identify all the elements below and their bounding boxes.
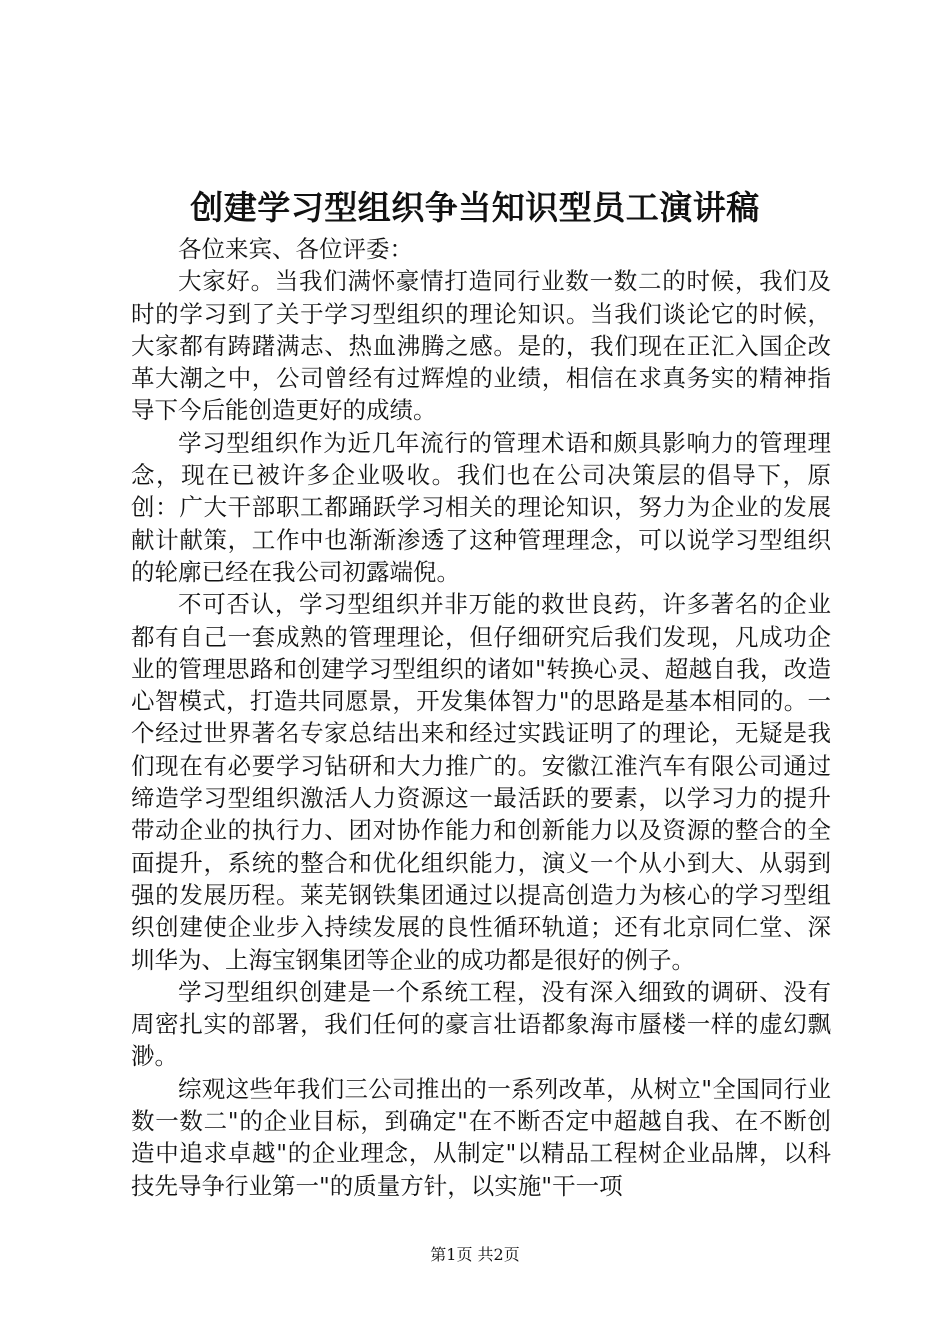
document-body [131, 233, 831, 1202]
page-number: 第1页 共2页 [430, 1245, 520, 1264]
paragraph: 学习型组织创建是一个系统工程，没有深入细致的调研、没有周密扎实的部署，我们任何的豪言壮语都象海市蜃楼一样的虚幻飘渺。 [131, 977, 831, 1071]
paragraph: 不可否认，学习型组织并非万能的救世良药，许多著名的企业都有自己一套成熟的管理理论，但仔细研究后我们发现，凡成功企业的管理思路和创建学习型组织的诸如"转换心灵、超越自我，改造心智模式，打造共同愿景，开发集体智力"的思路是基本相同的。一个经过世界著名专家总结出来和经过实践证明了的理论，无疑是我们现在有必要学习钻研和大力推广的。安徽江淮汽车有限公司通过缔造学习型组织激活人力资源这一最活跃的要素，以学习力的提升带动企业的执行力、团对协作能力和创新能力以及资源的整合的全面提升，系统的整合和优化组织能力，演义一个从小到大、从弱到强的发展历程。莱芜钢铁集团通过以提高创造力为核心的学习型组织创建使企业步入持续发展的良性循环轨道；还有北京同仁堂、深圳华为、上海宝钢集团等企业的成功都是很好的例子。 [131, 590, 831, 974]
salutation: 各位来宾、各位评委： [178, 235, 413, 263]
document-title: 创建学习型组织争当知识型员工演讲稿 [190, 188, 760, 227]
paragraph: 大家好。当我们满怀豪情打造同行业数一数二的时候，我们及时的学习到了关于学习型组织的理论知识。当我们谈论它的时候，大家都有踌躇满志、热血沸腾之感。是的，我们现在正汇入国企改革大潮之中，公司曾经有过辉煌的业绩，相信在求真务实的精神指导下今后能创造更好的成绩。 [131, 267, 831, 425]
paragraph: 学习型组织作为近几年流行的管理术语和颇具影响力的管理理念，现在已被许多企业吸收。我们也在公司决策层的倡导下，原创：广大干部职工都踊跃学习相关的理论知识，努力为企业的发展献计献策，工作中也渐渐渗透了这种管理理念，可以说学习型组织的轮廓已经在我公司初露端倪。 [131, 428, 831, 586]
paragraph: 综观这些年我们三公司推出的一系列改革，从树立"全国同行业数一数二"的企业目标，到确定"在不断否定中超越自我、在不断创造中追求卓越"的企业理念，从制定"以精品工程树企业品牌，以科技先导争行业第一"的质量方针，以实施"干一项 [131, 1074, 831, 1200]
